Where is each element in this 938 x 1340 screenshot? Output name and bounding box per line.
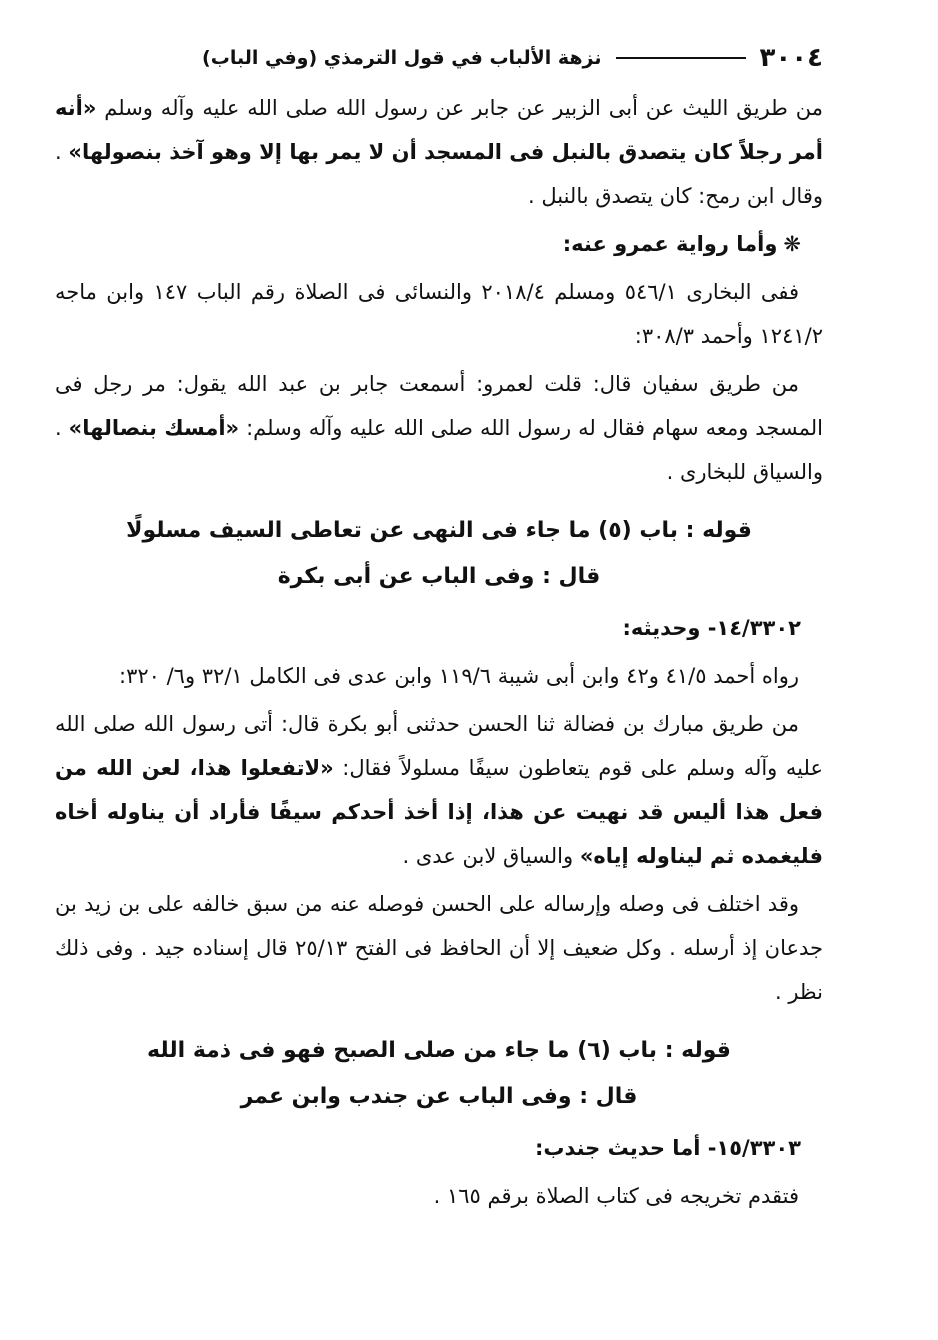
paragraph-ahmad: رواه أحمد ٤١/٥ و٤٢ وابن أبى شيبة ١١٩/٦ وابن عدى فى الكامل ٣٢/١ و٦/ ٣٢٠: [118, 664, 799, 688]
hadith-quote: «أنه أمر رجلاً كان يتصدق بالنبل فى المسجد أن لا يمر بها إلا وهو آخذ بنصولها» [55, 96, 824, 164]
page-header [55, 38, 823, 78]
chapter-subheading-5: قال : وفى الباب عن أبى بكرة [277, 564, 601, 589]
star-icon: ❋ [783, 232, 801, 256]
hadith-quote: «لاتفعلوا هذا، لعن الله من فعل هذا أليس قد نهيت عن هذا، إذا أخذ أحدكم سيفًا فأراد أن يناوله أخاه فليغمده ثم ليناوله إياه» [55, 756, 823, 868]
paragraph-text: من طريق سفيان قال: قلت لعمرو: أسمعت جابر بن عبد الله يقول: مر رجل فى المسجد ومعه سهام فقال له رسول الله صلى الله عليه وآله وسلم: [55, 372, 823, 440]
chapter-heading-5: قوله : باب (٥) ما جاء فى النهى عن تعاطى السيف مسلولًا [126, 518, 752, 543]
paragraph-layth [55, 86, 823, 218]
paragraph-bukhari: ففى البخارى ٥٤٦/١ ومسلم ٢٠١٨/٤ والنسائى فى الصلاة رقم الباب ١٤٧ وابن ماجه ١٢٤١/٢ وأحمد ٣٠٨/٣: [55, 280, 823, 348]
paragraph-mubarak [55, 702, 823, 878]
page-number: ٣٠٠٤ [759, 43, 823, 73]
chapter-subheading-6: قال : وفى الباب عن جندب وابن عمر [240, 1084, 638, 1109]
subheading-text: وأما رواية عمرو عنه: [562, 232, 778, 256]
hadith-quote: «أمسك بنصالها» [68, 416, 240, 440]
paragraph-text: والسياق لابن عدى . [402, 844, 580, 868]
paragraph-ikhtilaf: وقد اختلف فى وصله وإرساله على الحسن فوصله عنه من سبق خالفه على بن زيد بن جدعان إذ أرسله . وكل ضعيف إلا أن الحافظ فى الفتح ٢٥/١٣ قال إسناده جيد . وفى ذلك نظر . [55, 892, 823, 1004]
paragraph-text: من طريق مبارك بن فضالة ثنا الحسن حدثنى أبو بكرة قال: أتى رسول الله صلى الله عليه وآله وسلم على قوم يتعاطون سيفًا مسلولاً فقال: [55, 712, 823, 780]
subheading-amr [55, 222, 823, 266]
paragraph-text: من طريق الليث عن أبى الزبير عن جابر عن رسول الله صلى الله عليه وآله وسلم [96, 96, 823, 120]
hadith-number-3303: ١٥/٣٣٠٣- أما حديث جندب: [534, 1136, 801, 1160]
chapter-heading-6: قوله : باب (٦) ما جاء من صلى الصبح فهو فى ذمة الله [147, 1038, 731, 1063]
paragraph-text: . وقال ابن رمح: كان يتصدق بالنبل . [55, 140, 823, 208]
paragraph-text: . والسياق للبخارى . [55, 416, 823, 484]
paragraph-sufyan [55, 362, 823, 494]
paragraph-taqaddam: فتقدم تخريجه فى كتاب الصلاة برقم ١٦٥ . [433, 1184, 799, 1208]
header-rule [616, 57, 746, 59]
book-page [55, 38, 823, 1320]
hadith-number-3302: ١٤/٣٣٠٢- وحديثه: [622, 616, 801, 640]
running-title: نزهة الألباب في قول الترمذي (وفي الباب) [202, 47, 602, 69]
